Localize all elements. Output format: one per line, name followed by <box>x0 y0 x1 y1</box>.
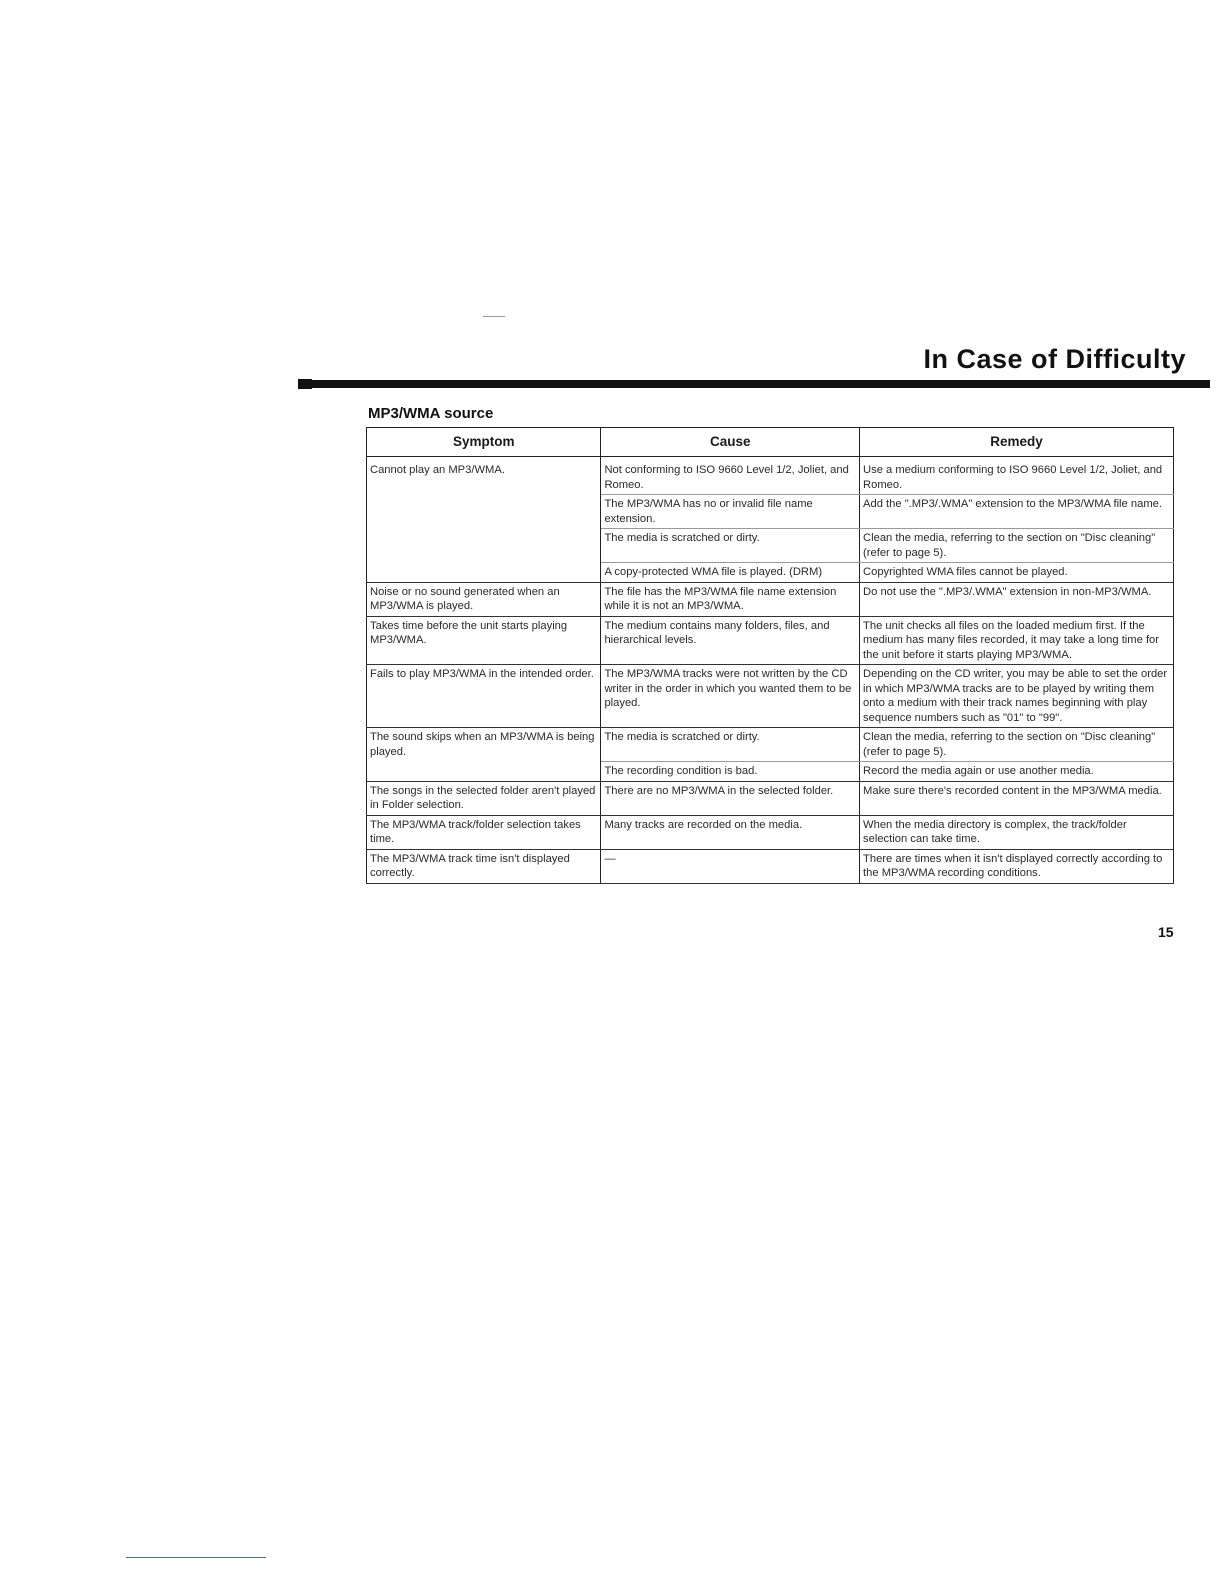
remedy-cell: Record the media again or use another media. <box>860 762 1174 782</box>
cause-cell: The media is scratched or dirty. <box>601 529 860 563</box>
footer-rule <box>126 1557 266 1558</box>
remedy-cell: There are times when it isn't displayed correctly according to the MP3/WMA recording conditions. <box>860 849 1174 883</box>
remedy-cell: Clean the media, referring to the section on "Disc cleaning" (refer to page 5). <box>860 529 1174 563</box>
cause-cell: The medium contains many folders, files, and hierarchical levels. <box>601 616 860 665</box>
title-rule <box>298 380 1210 388</box>
header-symptom: Symptom <box>367 428 601 457</box>
table-row <box>367 849 1174 883</box>
cause-cell: The MP3/WMA has no or invalid file name extension. <box>601 495 860 529</box>
cause-cell: There are no MP3/WMA in the selected folder. <box>601 781 860 815</box>
symptom-cell: Takes time before the unit starts playing MP3/WMA. <box>367 616 601 665</box>
remedy-cell: Clean the media, referring to the section on "Disc cleaning" (refer to page 5). <box>860 728 1174 762</box>
table-row <box>367 781 1174 815</box>
table-row <box>367 728 1174 762</box>
symptom-cell: The songs in the selected folder aren't played in Folder selection. <box>367 781 601 815</box>
page-title: In Case of Difficulty <box>923 344 1186 374</box>
table-row <box>367 815 1174 849</box>
table-row <box>367 665 1174 728</box>
remedy-cell: Add the ".MP3/.WMA" extension to the MP3/WMA file name. <box>860 495 1174 529</box>
remedy-cell: Depending on the CD writer, you may be able to set the order in which MP3/WMA tracks are to be played by writing them onto a medium with their track names beginning with play sequence numbers such as "01" to "99". <box>860 665 1174 728</box>
symptom-cell: The MP3/WMA track/folder selection takes time. <box>367 815 601 849</box>
page-number: 15 <box>1158 924 1174 940</box>
header-remedy: Remedy <box>860 428 1174 457</box>
cause-cell: The media is scratched or dirty. <box>601 728 860 762</box>
symptom-cell: Cannot play an MP3/WMA. <box>367 461 601 582</box>
symptom-cell: Fails to play MP3/WMA in the intended order. <box>367 665 601 728</box>
cause-cell: The MP3/WMA tracks were not written by the CD writer in the order in which you wanted them to be played. <box>601 665 860 728</box>
symptom-cell: The sound skips when an MP3/WMA is being played. <box>367 728 601 782</box>
cause-cell: Many tracks are recorded on the media. <box>601 815 860 849</box>
troubleshooting-table <box>366 427 1174 884</box>
cause-cell: Not conforming to ISO 9660 Level 1/2, Joliet, and Romeo. <box>601 461 860 495</box>
symptom-cell: Noise or no sound generated when an MP3/WMA is played. <box>367 582 601 616</box>
symptom-cell: The MP3/WMA track time isn't displayed correctly. <box>367 849 601 883</box>
cause-cell: A copy-protected WMA file is played. (DRM) <box>601 563 860 583</box>
remedy-cell: The unit checks all files on the loaded medium first. If the medium has many files recorded, it may take a long time for the unit before it starts playing MP3/WMA. <box>860 616 1174 665</box>
scan-mark <box>483 316 505 317</box>
table-body <box>367 457 1174 884</box>
table-row <box>367 582 1174 616</box>
remedy-cell: Make sure there's recorded content in the MP3/WMA media. <box>860 781 1174 815</box>
cause-cell: The file has the MP3/WMA file name extension while it is not an MP3/WMA. <box>601 582 860 616</box>
table-row <box>367 616 1174 665</box>
header-cause: Cause <box>601 428 860 457</box>
remedy-cell: Copyrighted WMA files cannot be played. <box>860 563 1174 583</box>
title-rule-block <box>298 379 312 389</box>
cause-cell: The recording condition is bad. <box>601 762 860 782</box>
remedy-cell: When the media directory is complex, the track/folder selection can take time. <box>860 815 1174 849</box>
section-heading: MP3/WMA source <box>368 405 494 422</box>
table-header-row <box>367 428 1174 457</box>
table-row <box>367 461 1174 495</box>
remedy-cell: Use a medium conforming to ISO 9660 Level 1/2, Joliet, and Romeo. <box>860 461 1174 495</box>
remedy-cell: Do not use the ".MP3/.WMA" extension in non-MP3/WMA. <box>860 582 1174 616</box>
cause-cell: — <box>601 849 860 883</box>
